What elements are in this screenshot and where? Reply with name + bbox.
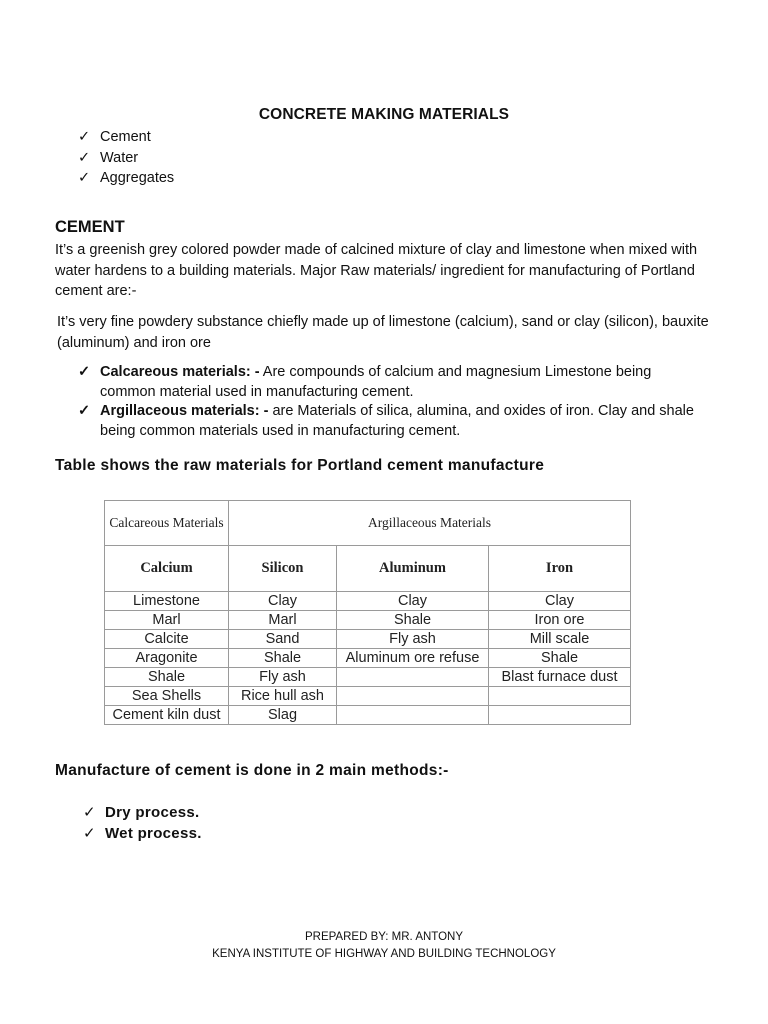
column-header: Calcium bbox=[105, 546, 229, 592]
table-row: Marl Marl Shale Iron ore bbox=[105, 611, 631, 630]
column-header: Aluminum bbox=[337, 546, 489, 592]
list-item: ✓ Calcareous materials: - Are compounds of calcium and magnesium Limestone being common material used in manufacturing cement. bbox=[78, 364, 652, 400]
cement-paragraph-2: It’s very fine powdery substance chiefly made up of limestone (calcium), sand or clay (silicon), bauxite (aluminum) and iron ore bbox=[57, 314, 709, 351]
table-row: Calcite Sand Fly ash Mill scale bbox=[105, 630, 631, 649]
table-row: Limestone Clay Clay Clay bbox=[105, 592, 631, 611]
raw-materials-table bbox=[104, 500, 631, 725]
checkmark-icon: ✓ bbox=[78, 129, 91, 145]
checkmark-icon: ✓ bbox=[78, 403, 91, 419]
materials-checklist bbox=[78, 127, 174, 189]
checkmark-icon: ✓ bbox=[83, 804, 96, 821]
page-title: CONCRETE MAKING MATERIALS bbox=[258, 106, 510, 123]
raw-material-bullets bbox=[78, 363, 698, 441]
checkmark-icon: ✓ bbox=[78, 149, 91, 166]
table-row: Aragonite Shale Aluminum ore refuse Shale bbox=[105, 649, 631, 668]
table-group-header: Argillaceous Materials bbox=[229, 501, 631, 546]
list-item: ✓ Aggregates bbox=[78, 168, 174, 189]
list-item: ✓ Argillaceous materials: - are Materials of silica, alumina, and oxides of iron. Clay and shale being common materials used in manufacturing cement. bbox=[78, 403, 694, 439]
list-item: ✓ Water bbox=[78, 148, 174, 169]
table-heading: Table shows the raw materials for Portland cement manufacture bbox=[55, 457, 545, 474]
checkmark-icon: ✓ bbox=[78, 364, 91, 380]
checkmark-icon: ✓ bbox=[78, 170, 91, 186]
footer-prepared-by: PREPARED BY: MR. ANTONY bbox=[304, 931, 464, 943]
column-header: Silicon bbox=[229, 546, 337, 592]
table-row: Sea Shells Rice hull ash bbox=[105, 687, 631, 706]
manufacture-heading: Manufacture of cement is done in 2 main methods:- bbox=[55, 762, 449, 779]
cement-paragraph-1: It’s a greenish grey colored powder made of calcined mixture of clay and limestone when mixed with water hardens to a building materials. Major Raw materials/ ingredient for manufacturing of Portland cement are:- bbox=[55, 242, 698, 299]
checkmark-icon: ✓ bbox=[83, 825, 96, 842]
footer-institution: KENYA INSTITUTE OF HIGHWAY AND BUILDING TECHNOLOGY bbox=[212, 948, 556, 960]
methods-list bbox=[83, 802, 202, 844]
table-group-header: Calcareous Materials bbox=[105, 501, 229, 546]
list-item: ✓ Cement bbox=[78, 127, 174, 148]
cement-heading: CEMENT bbox=[55, 218, 125, 236]
list-item: ✓ Wet process. bbox=[83, 825, 202, 842]
table-row: Cement kiln dust Slag bbox=[105, 706, 631, 725]
table-row: Shale Fly ash Blast furnace dust bbox=[105, 668, 631, 687]
list-item: ✓ Dry process. bbox=[83, 804, 200, 821]
column-header: Iron bbox=[489, 546, 631, 592]
